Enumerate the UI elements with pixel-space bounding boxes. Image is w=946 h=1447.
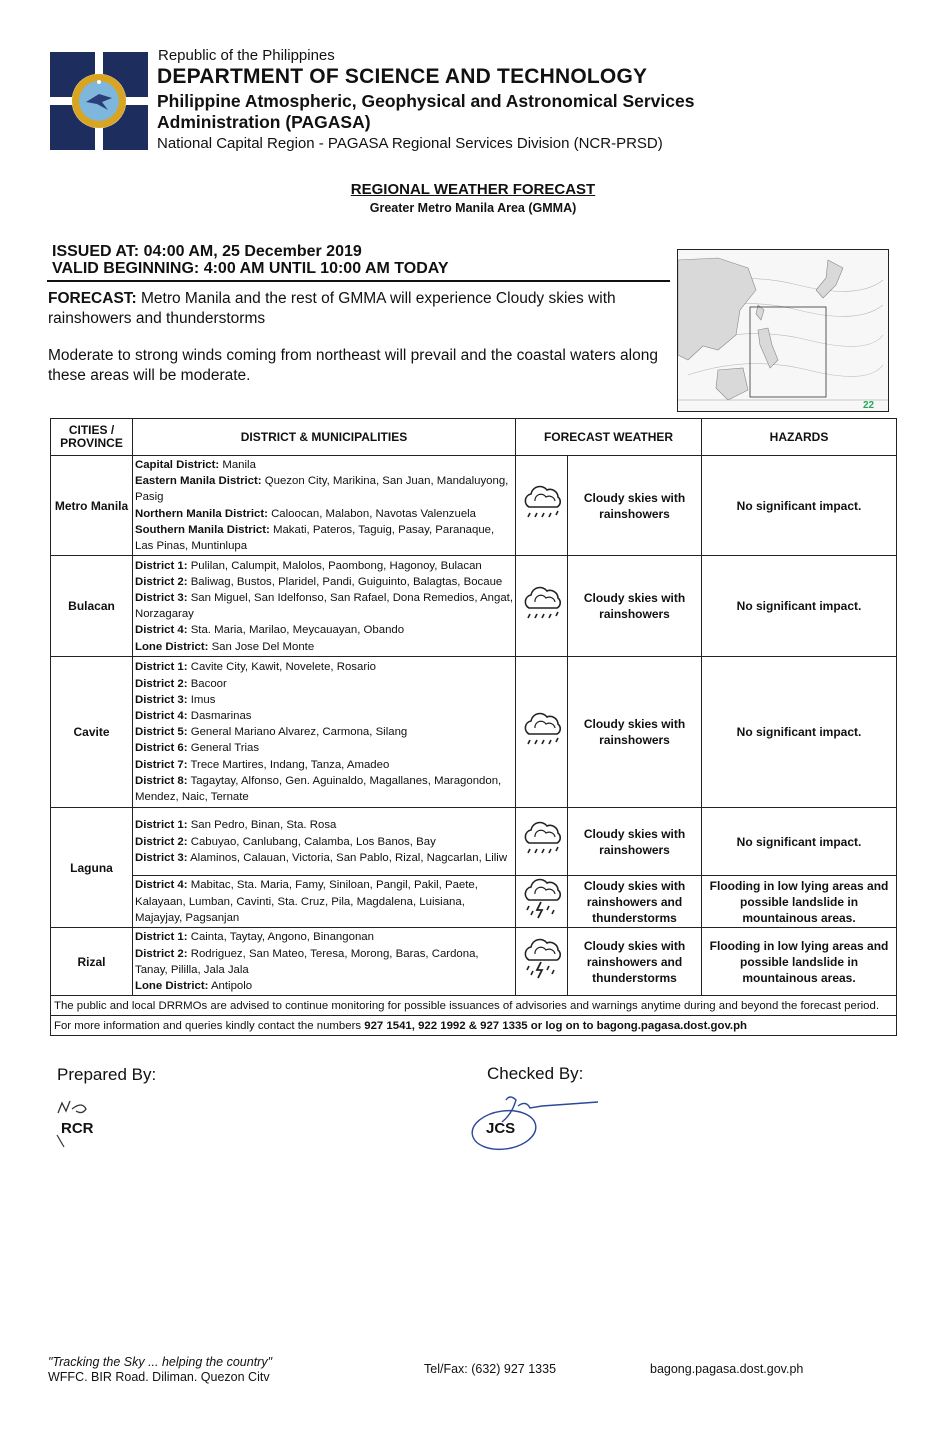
- district-name: District 4:: [135, 879, 188, 892]
- province-cell: Metro Manila: [51, 456, 133, 556]
- svg-text:22: 22: [863, 400, 875, 411]
- district-name: District 2:: [135, 575, 188, 588]
- district-name: District 1:: [135, 559, 188, 572]
- district-towns: Makati, Pateros, Taguig, Pasay, Paranaque, Las Pinas, Muntinlupa: [135, 523, 495, 553]
- divider: [47, 280, 670, 282]
- district-towns: San Jose Del Monte: [208, 640, 315, 653]
- hazard-cell: No significant impact.: [702, 657, 897, 808]
- district-name: Capital District:: [135, 459, 220, 471]
- district-towns: Bacoor: [187, 677, 227, 690]
- district-towns: Baliwag, Bustos, Plaridel, Pandi, Guiguinto, Balagtas, Bocaue: [187, 575, 503, 588]
- district-name: District 1:: [135, 931, 188, 944]
- forecast-label: FORECAST:: [48, 290, 137, 307]
- winds-text: Moderate to strong winds coming from northeast will prevail and the coastal waters along these areas will be moderate.: [48, 347, 658, 384]
- header-weather: FORECAST WEATHER: [516, 419, 702, 456]
- table-row: [51, 808, 897, 876]
- hazard-cell: No significant impact.: [702, 456, 897, 556]
- table-row: [51, 928, 897, 996]
- districts-cell: [133, 556, 516, 657]
- forecast-title: REGIONAL WEATHER FORECAST: [350, 181, 596, 198]
- district-towns: San Pedro, Binan, Sta. Rosa: [187, 819, 337, 832]
- rain-cloud-icon: [519, 584, 565, 624]
- district-towns: Trece Martires, Indang, Tanza, Amadeo: [187, 758, 390, 771]
- weather-cell: Cloudy skies with rainshowers: [568, 456, 702, 556]
- district-name: Northern Manila District:: [135, 507, 268, 520]
- contact-row: [51, 1016, 897, 1036]
- weather-map: [677, 249, 889, 412]
- hazard-cell: Flooding in low lying areas and possible landslide in mountainous areas.: [702, 876, 897, 928]
- prepared-initials: RCR: [61, 1120, 94, 1137]
- district-towns: Tagaytay, Alfonso, Gen. Aguinaldo, Magallanes, Maragondon, Mendez, Naic, Ternate: [135, 774, 502, 803]
- table-row: [51, 657, 897, 808]
- province-cell: Rizal: [51, 928, 133, 996]
- forecast-area: Greater Metro Manila Area (GMMA): [369, 201, 577, 215]
- province-cell: Cavite: [51, 657, 133, 808]
- header-hazards: HAZARDS: [702, 419, 897, 456]
- district-towns: Manila: [219, 459, 256, 471]
- district-towns: Mabitac, Sta. Maria, Famy, Siniloan, Pangil, Pakil, Paete, Kalayaan, Lumban, Cavinti, Sta. Cruz, Pila, Magdalena, Luisiana, Majayjay, Pagsanjan: [135, 879, 478, 924]
- issue-block: [52, 243, 449, 277]
- district-name: District 1:: [135, 819, 188, 832]
- district-towns: Caloocan, Malabon, Navotas Valenzuela: [267, 507, 477, 520]
- weather-cell: Cloudy skies with rainshowers: [568, 808, 702, 876]
- division-text: National Capital Region - PAGASA Regional Services Division (NCR-PRSD): [157, 135, 663, 152]
- district-name: District 7:: [135, 758, 188, 771]
- districts-cell: [133, 876, 516, 928]
- footer-address: WFFC. BIR Road. Diliman. Quezon Citv: [48, 1370, 270, 1384]
- district-name: District 4:: [135, 624, 188, 637]
- district-name: District 3:: [135, 851, 188, 864]
- district-name: District 8:: [135, 774, 188, 787]
- footer-tagline: "Tracking the Sky ... helping the country": [48, 1355, 273, 1369]
- contact-prefix: For more information and queries kindly contact the numbers: [54, 1019, 365, 1032]
- district-towns: Cainta, Taytay, Angono, Binangonan: [187, 931, 374, 944]
- header-province: CITIES / PROVINCE: [51, 419, 133, 456]
- table-row: [51, 556, 897, 657]
- hazard-cell: Flooding in low lying areas and possible landslide in mountainous areas.: [702, 928, 897, 996]
- pagasa-logo: [50, 52, 148, 150]
- district-name: District 2:: [135, 835, 188, 848]
- checked-initials: JCS: [486, 1120, 516, 1137]
- advisory-row: [51, 996, 897, 1016]
- districts-cell: [133, 808, 516, 876]
- advisory-text: The public and local DRRMOs are advised to continue monitoring for possible issuances of advisories and warnings anytime during and beyond the forecast period.: [51, 996, 897, 1016]
- department-title: DEPARTMENT OF SCIENCE AND TECHNOLOGY: [157, 65, 648, 88]
- agency-title: Philippine Atmospheric, Geophysical and Astronomical Services Administration (PAGASA): [157, 91, 695, 132]
- district-name: District 2:: [135, 677, 188, 690]
- districts-cell: [133, 456, 516, 556]
- weather-cell: Cloudy skies with rainshowers: [568, 657, 702, 808]
- district-name: Southern Manila District:: [135, 523, 270, 536]
- province-cell: Laguna: [51, 808, 133, 928]
- contact-numbers: 927 1541, 922 1992 & 927 1335 or log on to bagong.pagasa.dost.gov.ph: [364, 1019, 748, 1032]
- thunderstorm-icon: [519, 938, 565, 980]
- prepared-by-label: Prepared By:: [57, 1065, 157, 1084]
- district-name: District 2:: [135, 947, 188, 960]
- district-name: District 5:: [135, 726, 188, 739]
- table-header-row: [51, 419, 897, 456]
- header-districts: DISTRICT & MUNICIPALITIES: [133, 419, 516, 456]
- district-name: District 3:: [135, 693, 188, 706]
- contact-text: [51, 1016, 897, 1036]
- rain-cloud-icon: [519, 483, 565, 523]
- forecast-table: [50, 418, 897, 1036]
- issued-at: ISSUED AT: 04:00 AM, 25 December 2019: [52, 243, 362, 260]
- district-name: District 4:: [135, 709, 188, 722]
- district-towns: Imus: [187, 693, 216, 706]
- district-towns: Cavite City, Kawit, Novelete, Rosario: [187, 661, 376, 674]
- district-towns: General Mariano Alvarez, Carmona, Silang: [187, 726, 408, 739]
- district-towns: San Miguel, San Idelfonso, San Rafael, Dona Remedios, Angat, Norzagaray: [135, 592, 514, 621]
- district-towns: Antipolo: [208, 979, 253, 992]
- weather-icon-cell: [516, 876, 568, 928]
- rain-cloud-icon: [519, 819, 565, 859]
- weather-icon-cell: [516, 808, 568, 876]
- district-towns: Cabuyao, Canlubang, Calamba, Los Banos, Bay: [187, 835, 436, 848]
- district-name: District 1:: [135, 661, 188, 674]
- forecast-body: Metro Manila and the rest of GMMA will experience Cloudy skies with rainshowers and thunderstorms: [48, 290, 616, 327]
- forecast-text: [48, 289, 658, 329]
- weather-cell: Cloudy skies with rainshowers and thunderstorms: [568, 928, 702, 996]
- rain-cloud-icon: [519, 710, 565, 750]
- district-name: District 3:: [135, 592, 188, 605]
- district-name: Lone District:: [135, 979, 209, 992]
- thunderstorm-icon: [519, 878, 565, 920]
- hazard-cell: No significant impact.: [702, 808, 897, 876]
- district-towns: Alaminos, Calauan, Victoria, San Pablo, Rizal, Nagcarlan, Liliw: [187, 851, 508, 864]
- hazard-cell: No significant impact.: [702, 556, 897, 657]
- weather-icon-cell: [516, 556, 568, 657]
- district-towns: Sta. Maria, Marilao, Meycauayan, Obando: [187, 624, 405, 637]
- district-towns: General Trias: [187, 742, 260, 755]
- district-towns: Rodriguez, San Mateo, Teresa, Morong, Baras, Cardona, Tanay, Pililla, Jala Jala: [135, 947, 479, 976]
- district-towns: Quezon City, Marikina, San Juan, Mandaluyong, Pasig: [135, 475, 509, 504]
- weather-icon-cell: [516, 657, 568, 808]
- footer-telfax: Tel/Fax: (632) 927 1335: [424, 1362, 557, 1376]
- weather-cell: Cloudy skies with rainshowers and thunderstorms: [568, 876, 702, 928]
- weather-icon-cell: [516, 928, 568, 996]
- district-name: Lone District:: [135, 640, 209, 653]
- district-towns: Pulilan, Calumpit, Malolos, Paombong, Hagonoy, Bulacan: [187, 559, 482, 572]
- weather-cell: Cloudy skies with rainshowers: [568, 556, 702, 657]
- checked-by-label: Checked By:: [487, 1064, 584, 1083]
- republic-text: Republic of the Philippines: [158, 47, 335, 64]
- districts-cell: [133, 657, 516, 808]
- district-towns: Dasmarinas: [187, 709, 252, 722]
- district-name: Eastern Manila District:: [135, 475, 262, 488]
- table-row: [51, 876, 897, 928]
- weather-icon-cell: [516, 456, 568, 556]
- district-name: District 6:: [135, 742, 188, 755]
- province-cell: Bulacan: [51, 556, 133, 657]
- districts-cell: [133, 928, 516, 996]
- footer-website: bagong.pagasa.dost.gov.ph: [650, 1362, 804, 1376]
- valid-beginning: VALID BEGINNING: 4:00 AM UNTIL 10:00 AM TODAY: [52, 260, 449, 277]
- table-row: [51, 456, 897, 556]
